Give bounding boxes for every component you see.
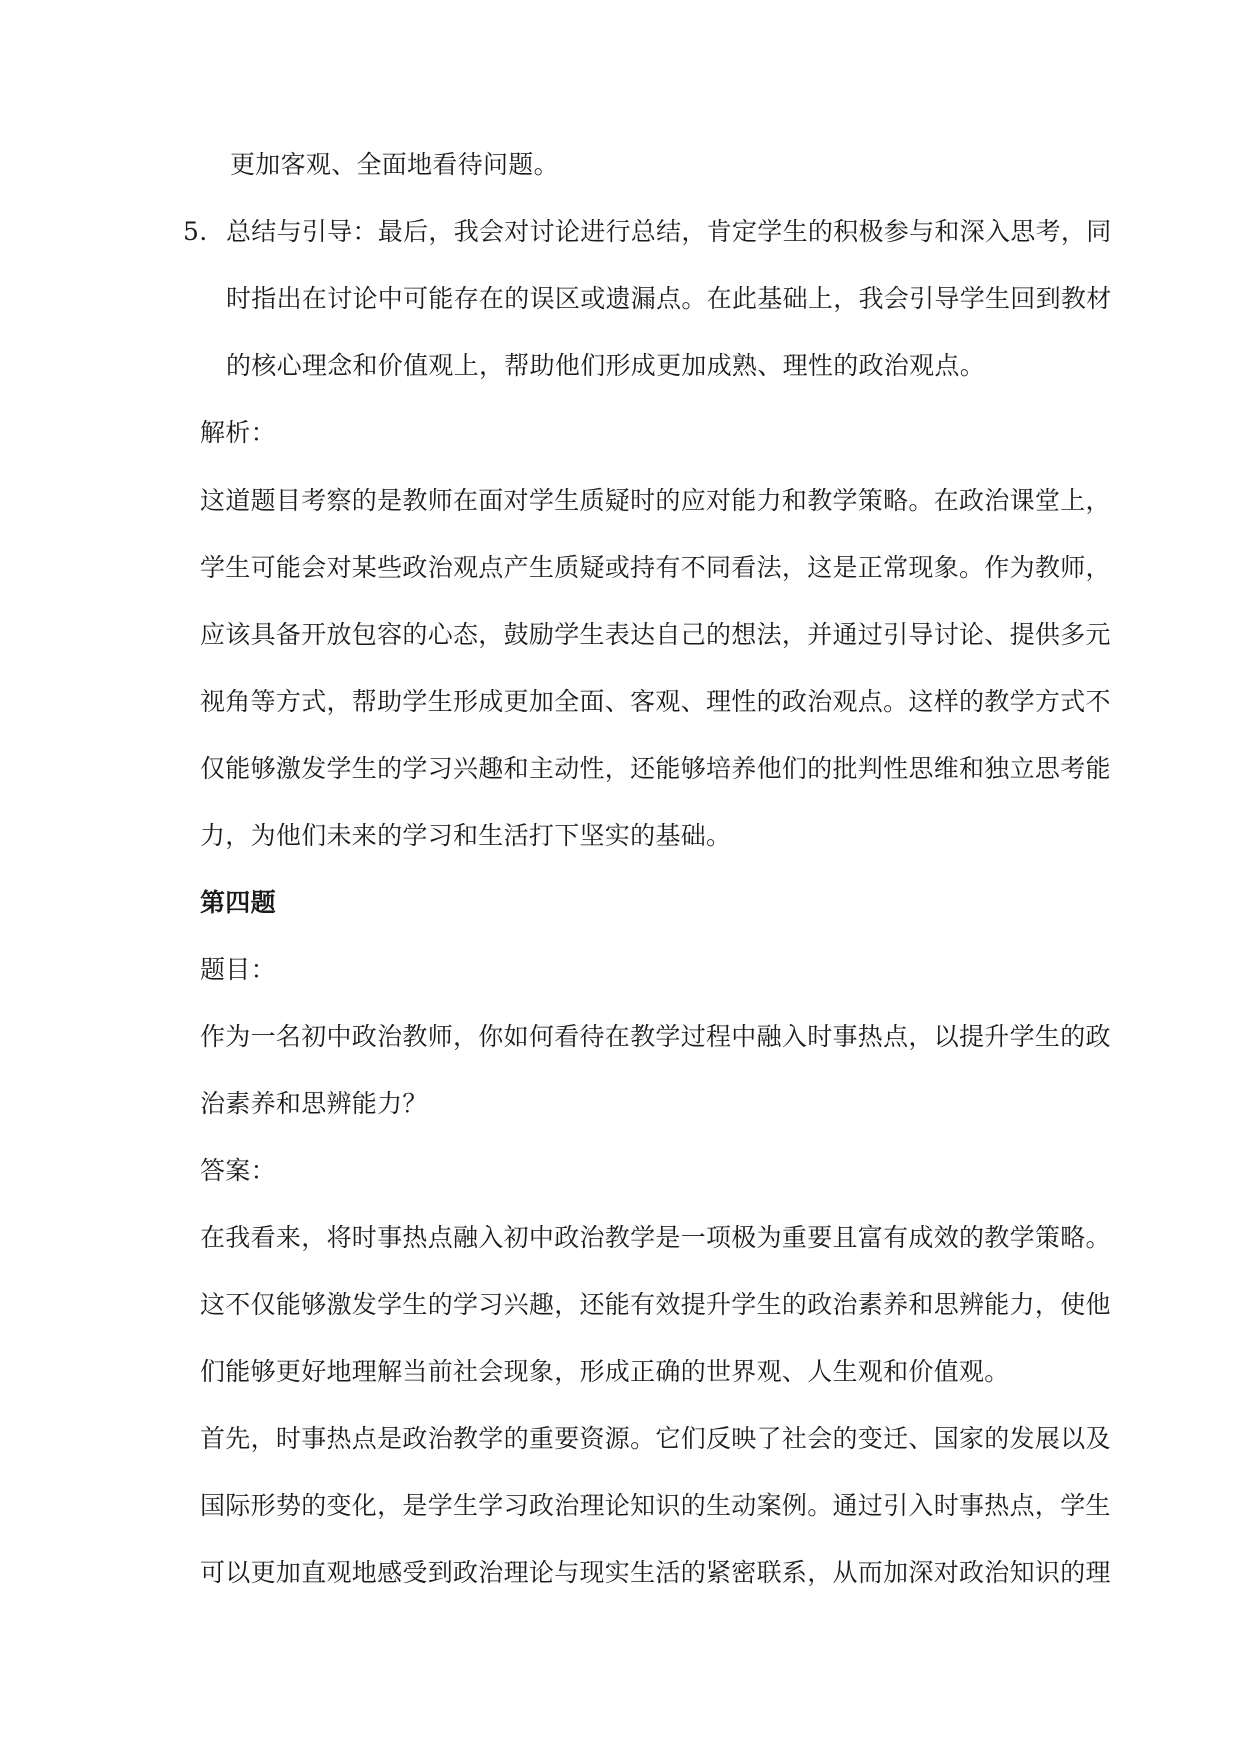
answer-line: 可以更加直观地感受到政治理论与现实生活的紧密联系，从而加深对政治知识的理 bbox=[200, 1558, 1111, 1587]
analysis-line: 力，为他们未来的学习和生活打下坚实的基础。 bbox=[200, 821, 732, 850]
question-line: 治素养和思辨能力？ bbox=[200, 1089, 428, 1118]
answer-line: 国际形势的变化，是学生学习政治理论知识的生动案例。通过引入时事热点，学生 bbox=[200, 1491, 1111, 1520]
answer-line: 在我看来，将时事热点融入初中政治教学是一项极为重要且富有成效的教学策略。 bbox=[200, 1223, 1111, 1252]
analysis-line: 视角等方式，帮助学生形成更加全面、客观、理性的政治观点。这样的教学方式不 bbox=[200, 687, 1111, 716]
answer-line: 们能够更好地理解当前社会现象，形成正确的世界观、人生观和价值观。 bbox=[200, 1357, 1010, 1386]
question-line: 作为一名初中政治教师，你如何看待在教学过程中融入时事热点，以提升学生的政 bbox=[200, 1022, 1111, 1051]
answer-line: 首先，时事热点是政治教学的重要资源。它们反映了社会的变迁、国家的发展以及 bbox=[200, 1424, 1111, 1453]
analysis-line: 仅能够激发学生的学习兴趣和主动性，还能够培养他们的批判性思维和独立思考能 bbox=[200, 754, 1111, 783]
question-label: 题目： bbox=[200, 955, 276, 984]
analysis-line: 这道题目考察的是教师在面对学生质疑时的应对能力和教学策略。在政治课堂上， bbox=[200, 486, 1111, 515]
answer-line: 这不仅能够激发学生的学习兴趣，还能有效提升学生的政治素养和思辨能力，使他 bbox=[200, 1290, 1111, 1319]
list-item-line: 的核心理念和价值观上，帮助他们形成更加成熟、理性的政治观点。 bbox=[226, 351, 986, 380]
list-item-line: 时指出在讨论中可能存在的误区或遗漏点。在此基础上，我会引导学生回到教材 bbox=[226, 284, 1112, 313]
analysis-line: 学生可能会对某些政治观点产生质疑或持有不同看法，这是正常现象。作为教师， bbox=[200, 553, 1111, 582]
list-item-line: 总结与引导：最后，我会对讨论进行总结，肯定学生的积极参与和深入思考，同 bbox=[226, 217, 1112, 246]
section-heading: 第四题 bbox=[200, 888, 276, 917]
analysis-line: 应该具备开放包容的心态，鼓励学生表达自己的想法，并通过引导讨论、提供多元 bbox=[200, 620, 1111, 649]
answer-label: 答案： bbox=[200, 1156, 276, 1185]
continuation-line: 更加客观、全面地看待问题。 bbox=[230, 150, 559, 179]
analysis-label: 解析： bbox=[200, 418, 276, 447]
list-item-number: 5. bbox=[183, 217, 208, 246]
